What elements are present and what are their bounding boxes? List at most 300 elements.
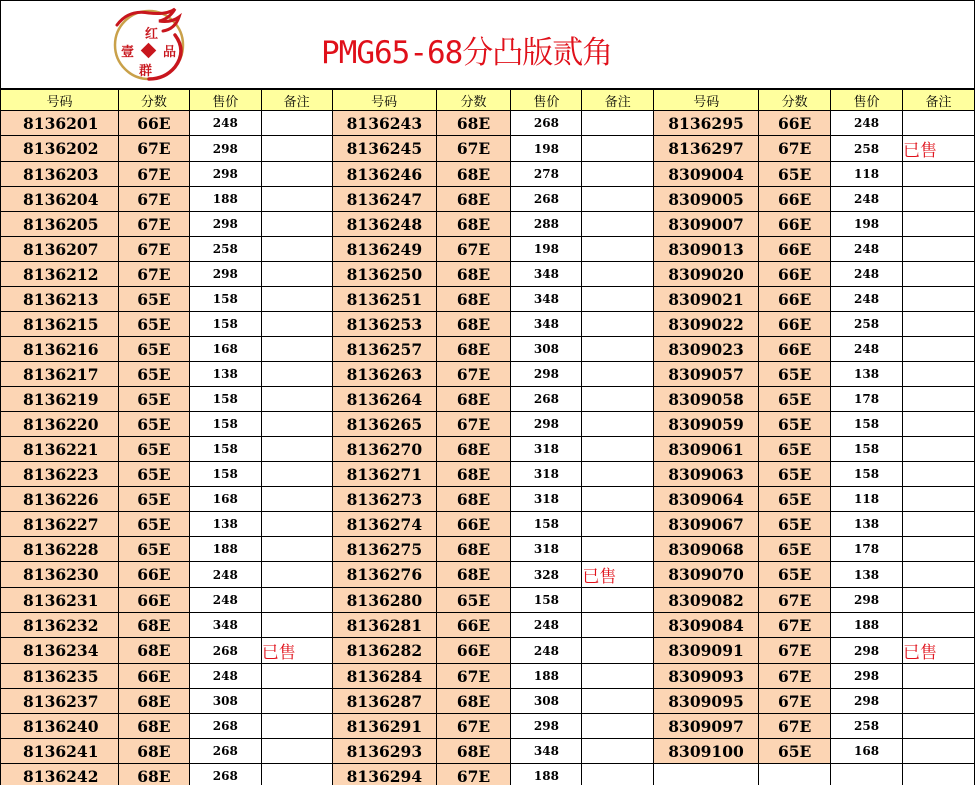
sale-price-cell: 298 — [831, 689, 903, 714]
item-code-cell: 8136243 — [332, 111, 436, 136]
remark-cell — [261, 362, 332, 387]
item-code-cell: 8309007 — [654, 212, 759, 237]
remark-cell — [903, 262, 975, 287]
sale-price-cell: 248 — [189, 588, 261, 613]
sheet-header — [0, 0, 975, 89]
item-code-cell: 8136203 — [1, 162, 119, 187]
sale-price-cell: 138 — [189, 362, 261, 387]
item-code-cell: 8136297 — [654, 136, 759, 162]
item-code-cell: 8136220 — [1, 412, 119, 437]
face-score-cell: 65E — [759, 537, 831, 562]
item-code-cell: 8136226 — [1, 487, 119, 512]
sale-price-cell: 248 — [831, 187, 903, 212]
item-code-cell: 8309068 — [654, 537, 759, 562]
face-score-cell: 65E — [118, 387, 189, 412]
face-score-cell: 65E — [759, 362, 831, 387]
sale-price-cell: 318 — [511, 462, 582, 487]
table-row — [1, 312, 975, 337]
sale-price-cell: 168 — [831, 739, 903, 764]
sale-price-cell: 138 — [831, 512, 903, 537]
table-row — [1, 337, 975, 362]
sale-price-cell: 298 — [511, 362, 582, 387]
remark-cell — [582, 613, 654, 638]
remark-cell — [903, 764, 975, 785]
table-row — [1, 111, 975, 136]
sale-price-cell: 158 — [511, 588, 582, 613]
face-score-cell: 67E — [436, 714, 511, 739]
item-code-cell: 8136284 — [332, 664, 436, 689]
sale-price-cell: 158 — [189, 287, 261, 312]
remark-cell — [903, 462, 975, 487]
remark-cell — [261, 212, 332, 237]
remark-cell — [582, 638, 654, 664]
face-score-cell: 66E — [759, 111, 831, 136]
face-score-cell: 68E — [118, 714, 189, 739]
table-row — [1, 764, 975, 785]
item-code-cell: 8309023 — [654, 337, 759, 362]
item-code-cell: 8136264 — [332, 387, 436, 412]
column-header-code-1: 号码 — [1, 90, 119, 111]
item-code-cell: 8309070 — [654, 562, 759, 588]
face-score-cell: 65E — [118, 437, 189, 462]
table-row — [1, 562, 975, 588]
item-code-cell: 8136270 — [332, 437, 436, 462]
item-code-cell: 8309057 — [654, 362, 759, 387]
sale-price-cell: 158 — [189, 312, 261, 337]
face-score-cell: 67E — [759, 588, 831, 613]
sold-label: 已售 — [903, 643, 937, 663]
sale-price-cell: 158 — [189, 437, 261, 462]
sale-price-cell: 168 — [189, 487, 261, 512]
remark-cell — [261, 237, 332, 262]
remark-cell — [903, 312, 975, 337]
item-code-cell: 8136274 — [332, 512, 436, 537]
face-score-cell: 66E — [436, 638, 511, 664]
sale-price-cell: 348 — [511, 739, 582, 764]
sale-price-cell: 308 — [189, 689, 261, 714]
item-code-cell: 8136281 — [332, 613, 436, 638]
item-code-cell: 8136271 — [332, 462, 436, 487]
remark-cell — [261, 262, 332, 287]
remark-cell — [261, 638, 332, 664]
remark-cell — [903, 237, 975, 262]
item-code-cell: 8136257 — [332, 337, 436, 362]
face-score-cell: 65E — [759, 562, 831, 588]
item-code-cell: 8136207 — [1, 237, 119, 262]
face-score-cell: 68E — [436, 212, 511, 237]
item-code-cell: 8136245 — [332, 136, 436, 162]
sale-price-cell: 138 — [831, 562, 903, 588]
logo-char-2: 壹 — [121, 45, 135, 60]
sale-price-cell: 158 — [189, 412, 261, 437]
column-header-price-1: 售价 — [189, 90, 261, 111]
column-header-score-3: 分数 — [759, 90, 831, 111]
sale-price-cell: 348 — [511, 287, 582, 312]
item-code-cell: 8309021 — [654, 287, 759, 312]
face-score-cell: 65E — [436, 588, 511, 613]
logo-char-3: 品 — [163, 45, 177, 60]
logo-char-4: 群 — [139, 64, 153, 79]
sale-price-cell: 258 — [831, 714, 903, 739]
table-row — [1, 287, 975, 312]
face-score-cell: 65E — [118, 412, 189, 437]
table-row — [1, 262, 975, 287]
face-score-cell: 66E — [759, 237, 831, 262]
sale-price-cell: 198 — [511, 237, 582, 262]
face-score-cell: 68E — [436, 162, 511, 187]
sale-price-cell: 318 — [511, 537, 582, 562]
face-score-cell: 66E — [759, 212, 831, 237]
remark-cell — [582, 764, 654, 785]
table-row — [1, 613, 975, 638]
remark-cell — [261, 437, 332, 462]
table-row — [1, 187, 975, 212]
face-score-cell: 68E — [118, 638, 189, 664]
table-row — [1, 739, 975, 764]
remark-cell — [903, 487, 975, 512]
remark-cell — [903, 588, 975, 613]
face-score-cell: 65E — [118, 487, 189, 512]
column-header-score-1: 分数 — [118, 90, 189, 111]
sale-price-cell: 298 — [189, 262, 261, 287]
sale-price-cell: 268 — [189, 714, 261, 739]
sale-price-cell: 248 — [511, 613, 582, 638]
remark-cell — [582, 537, 654, 562]
item-code-cell: 8136273 — [332, 487, 436, 512]
remark-cell — [261, 764, 332, 785]
item-code-cell: 8136213 — [1, 287, 119, 312]
item-code-cell: 8136251 — [332, 287, 436, 312]
remark-cell — [903, 362, 975, 387]
face-score-cell: 68E — [118, 613, 189, 638]
face-score-cell: 65E — [759, 462, 831, 487]
item-code-cell — [654, 764, 759, 785]
item-code-cell: 8136215 — [1, 312, 119, 337]
remark-cell — [261, 487, 332, 512]
item-code-cell: 8136205 — [1, 212, 119, 237]
table-row — [1, 638, 975, 664]
face-score-cell: 66E — [118, 588, 189, 613]
face-score-cell: 65E — [118, 462, 189, 487]
face-score-cell: 68E — [436, 437, 511, 462]
table-row — [1, 537, 975, 562]
sale-price-cell: 258 — [831, 136, 903, 162]
sale-price-cell: 258 — [831, 312, 903, 337]
remark-cell — [903, 387, 975, 412]
remark-cell — [582, 187, 654, 212]
sale-price-cell: 298 — [831, 638, 903, 664]
face-score-cell: 68E — [436, 739, 511, 764]
item-code-cell: 8136212 — [1, 262, 119, 287]
sale-price-cell: 178 — [831, 387, 903, 412]
table-row — [1, 212, 975, 237]
face-score-cell: 66E — [436, 613, 511, 638]
face-score-cell: 67E — [759, 136, 831, 162]
remark-cell — [903, 136, 975, 162]
remark-cell — [261, 613, 332, 638]
sale-price-cell: 188 — [511, 764, 582, 785]
item-code-cell: 8136235 — [1, 664, 119, 689]
sale-price-cell: 298 — [831, 664, 903, 689]
sale-price-cell: 248 — [189, 562, 261, 588]
item-code-cell: 8309097 — [654, 714, 759, 739]
remark-cell — [903, 162, 975, 187]
column-header-price-3: 售价 — [831, 90, 903, 111]
sale-price-cell: 258 — [189, 237, 261, 262]
remark-cell — [261, 689, 332, 714]
sale-price-cell: 348 — [189, 613, 261, 638]
sale-price-cell: 308 — [511, 337, 582, 362]
item-code-cell: 8136294 — [332, 764, 436, 785]
face-score-cell: 68E — [436, 487, 511, 512]
face-score-cell: 67E — [436, 764, 511, 785]
item-code-cell: 8136287 — [332, 689, 436, 714]
table-row — [1, 362, 975, 387]
face-score-cell: 65E — [759, 412, 831, 437]
item-code-cell: 8136263 — [332, 362, 436, 387]
item-code-cell: 8136253 — [332, 312, 436, 337]
face-score-cell: 66E — [759, 262, 831, 287]
remark-cell — [903, 287, 975, 312]
sale-price-cell: 168 — [189, 337, 261, 362]
remark-cell — [582, 387, 654, 412]
table-row — [1, 462, 975, 487]
sale-price-cell: 268 — [189, 638, 261, 664]
remark-cell — [261, 187, 332, 212]
item-code-cell: 8136242 — [1, 764, 119, 785]
sale-price-cell: 158 — [831, 412, 903, 437]
face-score-cell: 68E — [436, 262, 511, 287]
item-code-cell: 8309004 — [654, 162, 759, 187]
remark-cell — [903, 638, 975, 664]
sale-price-cell: 188 — [511, 664, 582, 689]
remark-cell — [261, 462, 332, 487]
face-score-cell: 65E — [118, 312, 189, 337]
face-score-cell: 65E — [118, 337, 189, 362]
sale-price-cell: 268 — [511, 111, 582, 136]
item-code-cell: 8309067 — [654, 512, 759, 537]
face-score-cell: 65E — [118, 287, 189, 312]
sale-price-cell: 248 — [189, 111, 261, 136]
table-row — [1, 689, 975, 714]
remark-cell — [582, 337, 654, 362]
face-score-cell: 65E — [759, 739, 831, 764]
item-code-cell: 8136293 — [332, 739, 436, 764]
remark-cell — [261, 562, 332, 588]
face-score-cell: 68E — [118, 764, 189, 785]
face-score-cell: 66E — [118, 562, 189, 588]
item-code-cell: 8136250 — [332, 262, 436, 287]
item-code-cell: 8136232 — [1, 613, 119, 638]
column-header-price-2: 售价 — [511, 90, 582, 111]
face-score-cell: 67E — [118, 237, 189, 262]
sale-price-cell: 268 — [189, 764, 261, 785]
sale-price-cell: 268 — [511, 187, 582, 212]
remark-cell — [261, 287, 332, 312]
sale-price-cell: 248 — [189, 664, 261, 689]
column-header-note-1: 备注 — [261, 90, 332, 111]
face-score-cell: 68E — [436, 337, 511, 362]
remark-cell — [261, 337, 332, 362]
item-code-cell: 8136247 — [332, 187, 436, 212]
sale-price-cell: 118 — [831, 487, 903, 512]
face-score-cell: 66E — [759, 312, 831, 337]
item-code-cell: 8309082 — [654, 588, 759, 613]
face-score-cell: 68E — [118, 739, 189, 764]
face-score-cell: 66E — [759, 287, 831, 312]
table-row — [1, 136, 975, 162]
sale-price-cell: 158 — [831, 462, 903, 487]
sale-price-cell: 318 — [511, 437, 582, 462]
item-code-cell: 8136295 — [654, 111, 759, 136]
item-code-cell: 8136201 — [1, 111, 119, 136]
remark-cell — [582, 237, 654, 262]
sale-price-cell: 268 — [511, 387, 582, 412]
face-score-cell — [759, 764, 831, 785]
item-code-cell: 8136227 — [1, 512, 119, 537]
item-code-cell: 8136217 — [1, 362, 119, 387]
face-score-cell: 66E — [759, 187, 831, 212]
item-code-cell: 8136280 — [332, 588, 436, 613]
face-score-cell: 67E — [118, 162, 189, 187]
sale-price-cell: 138 — [189, 512, 261, 537]
face-score-cell: 67E — [436, 412, 511, 437]
remark-cell — [582, 714, 654, 739]
sale-price-cell: 298 — [189, 162, 261, 187]
face-score-cell: 67E — [436, 237, 511, 262]
sale-price-cell: 308 — [511, 689, 582, 714]
item-code-cell: 8136240 — [1, 714, 119, 739]
table-row — [1, 487, 975, 512]
sale-price-cell: 248 — [831, 262, 903, 287]
face-score-cell: 66E — [118, 111, 189, 136]
face-score-cell: 67E — [436, 664, 511, 689]
item-code-cell: 8136265 — [332, 412, 436, 437]
item-code-cell: 8136249 — [332, 237, 436, 262]
item-code-cell: 8136219 — [1, 387, 119, 412]
sale-price-cell: 188 — [831, 613, 903, 638]
sale-price-cell: 178 — [831, 537, 903, 562]
face-score-cell: 67E — [436, 136, 511, 162]
column-header-code-2: 号码 — [332, 90, 436, 111]
remark-cell — [261, 714, 332, 739]
remark-cell — [582, 162, 654, 187]
face-score-cell: 67E — [759, 689, 831, 714]
remark-cell — [582, 262, 654, 287]
item-code-cell: 8136234 — [1, 638, 119, 664]
face-score-cell: 66E — [118, 664, 189, 689]
column-header-code-3: 号码 — [654, 90, 759, 111]
remark-cell — [582, 487, 654, 512]
remark-cell — [582, 212, 654, 237]
remark-cell — [582, 664, 654, 689]
remark-cell — [582, 111, 654, 136]
table-row — [1, 412, 975, 437]
remark-cell — [903, 714, 975, 739]
remark-cell — [903, 437, 975, 462]
remark-cell — [261, 136, 332, 162]
face-score-cell: 67E — [759, 613, 831, 638]
remark-cell — [582, 412, 654, 437]
remark-cell — [903, 212, 975, 237]
item-code-cell: 8136204 — [1, 187, 119, 212]
column-header-score-2: 分数 — [436, 90, 511, 111]
item-code-cell: 8309061 — [654, 437, 759, 462]
item-code-cell: 8309084 — [654, 613, 759, 638]
remark-cell — [582, 462, 654, 487]
sale-price-cell: 158 — [511, 512, 582, 537]
face-score-cell: 66E — [759, 337, 831, 362]
remark-cell — [582, 437, 654, 462]
sale-price-cell: 198 — [511, 136, 582, 162]
face-score-cell: 67E — [759, 714, 831, 739]
face-score-cell: 65E — [759, 162, 831, 187]
remark-cell — [582, 136, 654, 162]
item-code-cell: 8136231 — [1, 588, 119, 613]
face-score-cell: 68E — [436, 387, 511, 412]
item-code-cell: 8309095 — [654, 689, 759, 714]
remark-cell — [261, 512, 332, 537]
item-code-cell: 8136230 — [1, 562, 119, 588]
face-score-cell: 68E — [436, 689, 511, 714]
sold-label: 已售 — [261, 643, 296, 663]
sale-price-cell: 188 — [189, 187, 261, 212]
item-code-cell: 8136275 — [332, 537, 436, 562]
table-row — [1, 512, 975, 537]
item-code-cell: 8309100 — [654, 739, 759, 764]
face-score-cell: 65E — [118, 537, 189, 562]
face-score-cell: 67E — [436, 362, 511, 387]
table-row — [1, 162, 975, 187]
sale-price-cell: 248 — [511, 638, 582, 664]
item-code-cell: 8136221 — [1, 437, 119, 462]
remark-cell — [261, 412, 332, 437]
column-header-note-3: 备注 — [903, 90, 975, 111]
sale-price-cell: 298 — [189, 136, 261, 162]
remark-cell — [261, 588, 332, 613]
sale-price-cell: 188 — [189, 537, 261, 562]
remark-cell — [903, 512, 975, 537]
remark-cell — [261, 664, 332, 689]
item-code-cell: 8309022 — [654, 312, 759, 337]
sale-price-cell: 198 — [831, 212, 903, 237]
table-row — [1, 588, 975, 613]
sale-price-cell — [831, 764, 903, 785]
face-score-cell: 68E — [436, 562, 511, 588]
sale-price-cell: 118 — [831, 162, 903, 187]
remark-cell — [582, 362, 654, 387]
sale-price-cell: 278 — [511, 162, 582, 187]
remark-cell — [582, 562, 654, 588]
remark-cell — [903, 739, 975, 764]
brand-logo — [109, 5, 189, 85]
column-header-note-2: 备注 — [582, 90, 654, 111]
remark-cell — [582, 689, 654, 714]
item-code-cell: 8136223 — [1, 462, 119, 487]
remark-cell — [903, 664, 975, 689]
remark-cell — [261, 162, 332, 187]
item-code-cell: 8136246 — [332, 162, 436, 187]
sale-price-cell: 298 — [511, 412, 582, 437]
item-code-cell: 8136228 — [1, 537, 119, 562]
remark-cell — [903, 537, 975, 562]
face-score-cell: 65E — [759, 437, 831, 462]
remark-cell — [261, 312, 332, 337]
remark-cell — [261, 537, 332, 562]
item-code-cell: 8136216 — [1, 337, 119, 362]
face-score-cell: 66E — [436, 512, 511, 537]
remark-cell — [903, 412, 975, 437]
